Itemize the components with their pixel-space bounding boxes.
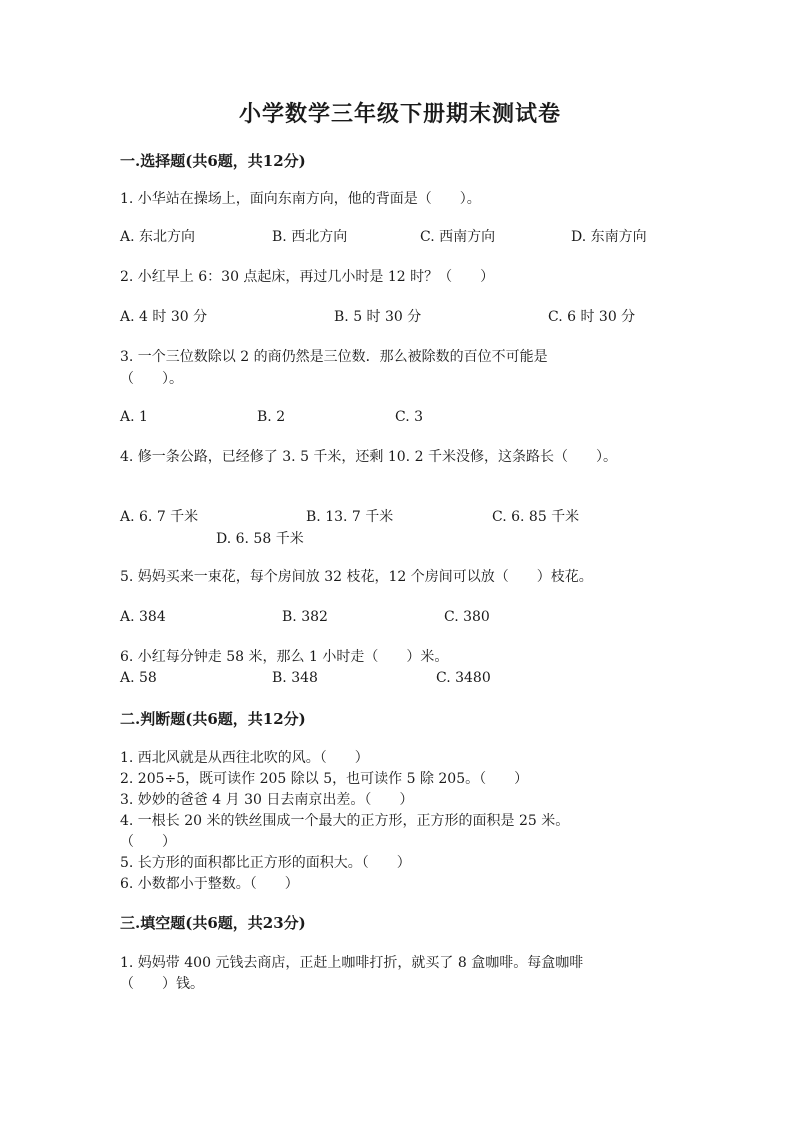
fill-item-1-line-2: （ ）钱。 bbox=[120, 976, 204, 992]
question-4-option-c: C. 6. 85 千米 bbox=[492, 509, 580, 525]
fill-item-1-line-1: 1. 妈妈带 400 元钱去商店，正赶上咖啡打折，就买了 8 盒咖啡。每盒咖啡 bbox=[120, 955, 584, 971]
question-6-option-c: C. 3480 bbox=[436, 670, 491, 686]
judge-item-5: 5. 长方形的面积都比正方形的面积大。（ ） bbox=[120, 855, 411, 871]
question-4-option-b: B. 13. 7 千米 bbox=[306, 509, 394, 525]
question-3-option-a: A. 1 bbox=[120, 409, 148, 425]
question-1-option-d: D. 东南方向 bbox=[571, 229, 647, 245]
judge-item-4: 4. 一根长 20 米的铁丝围成一个最大的正方形，正方形的面积是 25 米。 bbox=[120, 813, 570, 829]
judge-item-2: 2. 205÷5，既可读作 205 除以 5，也可读作 5 除 205。（ ） bbox=[120, 771, 529, 787]
question-2-stem: 2. 小红早上 6：30 点起床，再过几小时是 12 时？（ ） bbox=[120, 269, 495, 285]
question-6-stem: 6. 小红每分钟走 58 米，那么 1 小时走（ ）米。 bbox=[120, 649, 449, 665]
question-3-option-c: C. 3 bbox=[395, 409, 424, 425]
section-heading-fill: 三.填空题(共6题，共23分) bbox=[120, 914, 306, 932]
judge-item-1: 1. 西北风就是从西往北吹的风。（ ） bbox=[120, 750, 369, 766]
question-3-stem-line-1: 3. 一个三位数除以 2 的商仍然是三位数．那么被除数的百位不可能是 bbox=[120, 349, 548, 365]
question-4-option-d: D. 6. 58 千米 bbox=[216, 531, 304, 547]
question-2-option-a: A. 4 时 30 分 bbox=[120, 309, 208, 325]
question-3-stem-line-2: （ ）。 bbox=[120, 371, 183, 387]
judge-item-6: 6. 小数都小于整数。（ ） bbox=[120, 876, 299, 892]
question-2-option-c: C. 6 时 30 分 bbox=[548, 309, 636, 325]
question-5-option-a: A. 384 bbox=[120, 609, 166, 625]
question-5-stem: 5. 妈妈买来一束花，每个房间放 32 枝花，12 个房间可以放（ ）枝花。 bbox=[120, 569, 593, 585]
section-heading-choice: 一.选择题(共6题，共12分) bbox=[120, 152, 306, 170]
question-1-option-a: A. 东北方向 bbox=[120, 229, 196, 245]
page-title: 小学数学三年级下册期末测试卷 bbox=[238, 101, 561, 127]
question-1-stem: 1. 小华站在操场上，面向东南方向，他的背面是（ ）。 bbox=[120, 191, 481, 207]
question-4-stem: 4. 修一条公路，已经修了 3. 5 千米，还剩 10. 2 千米没修，这条路长（ ）。 bbox=[120, 449, 617, 465]
question-5-option-b: B. 382 bbox=[282, 609, 328, 625]
question-1-option-b: B. 西北方向 bbox=[272, 229, 348, 245]
judge-item-3: 3. 妙妙的爸爸 4 月 30 日去南京出差。（ ） bbox=[120, 792, 414, 808]
judge-item-4-bracket: （ ） bbox=[120, 834, 176, 850]
question-5-option-c: C. 380 bbox=[444, 609, 490, 625]
question-2-option-b: B. 5 时 30 分 bbox=[334, 309, 422, 325]
question-6-option-a: A. 58 bbox=[120, 670, 157, 686]
question-1-option-c: C. 西南方向 bbox=[420, 229, 496, 245]
question-6-option-b: B. 348 bbox=[272, 670, 318, 686]
section-heading-judge: 二.判断题(共6题，共12分) bbox=[120, 710, 306, 728]
question-4-option-a: A. 6. 7 千米 bbox=[120, 509, 199, 525]
question-3-option-b: B. 2 bbox=[257, 409, 286, 425]
